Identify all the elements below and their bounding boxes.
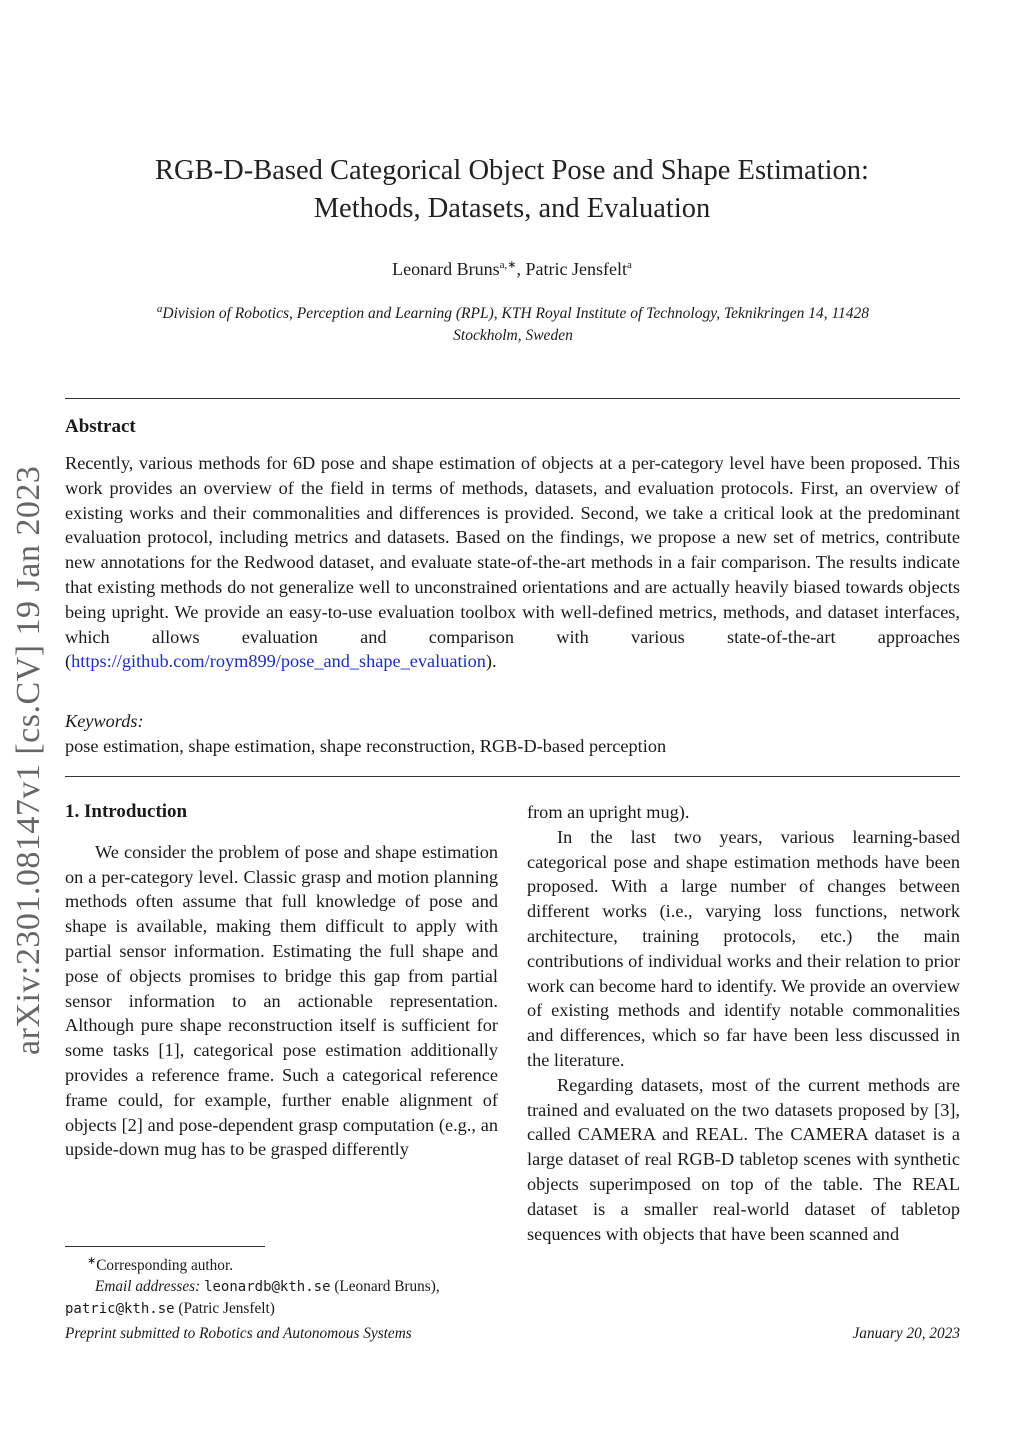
footnote-rule <box>65 1246 265 1247</box>
footnote <box>65 1251 498 1320</box>
email-owner: (Patric Jensfelt) <box>178 1300 275 1318</box>
author-affil-mark: a,∗ <box>499 259 517 271</box>
affil-line-1: Division of Robotics, Perception and Learning (RPL), KTH Royal Institute of Technology, Teknikringen 14, 11428 <box>162 305 870 323</box>
affil-line-2: Stockholm, Sweden <box>453 327 573 345</box>
author-name: Leonard Bruns <box>392 259 500 279</box>
author-affil-mark: a <box>626 259 632 271</box>
right-column <box>527 800 960 1246</box>
footnote-corresponding: Corresponding author. <box>96 1257 234 1275</box>
intro-paragraph-3: Regarding datasets, most of the current methods are trained and evaluated on the two datasets proposed by [3], called CAMERA and REAL. The CAMERA dataset is a large dataset of real RGB-D tabletop scenes with synthetic objects superimposed on top of the table. The REAL dataset is a smaller real-world dataset of tabletop sequences with objects that have been scanned and <box>527 1074 960 1244</box>
email-label: Email addresses: <box>95 1278 201 1296</box>
author-list <box>60 258 964 280</box>
email-address[interactable]: leonardb@kth.se <box>204 1279 331 1296</box>
section-heading: 1. Introduction <box>65 801 188 822</box>
abstract-heading: Abstract <box>65 416 136 437</box>
abstract-tail: ). <box>485 651 497 672</box>
keywords-list: pose estimation, shape estimation, shape reconstruction, RGB-D-based perception <box>65 736 667 756</box>
title-line-2: Methods, Datasets, and Evaluation <box>313 193 711 224</box>
abstract-text: Recently, various methods for 6D pose and shape estimation of objects at a per-category level have been proposed. This work provides an overview of the field in terms of methods, datasets, and evaluation protocols. First, an overview of existing works and their commonalities and differences is provided. Second, we take a critical look at the predominant evaluation protocol, including metrics and datasets. Based on the findings, we propose a new set of metrics, contribute new annotations for the Redwood dataset, and evaluate state-of-the-art methods in a fair comparison. The results indicate that existing methods do not generalize well to unconstrained orientations and are actually heavily biased towards objects being upright. We provide an easy-to-use evaluation toolbox with well-defined metrics, methods, and dataset interfaces, which allows evaluation and comparison with various state-of-the-art approaches ( <box>65 453 960 672</box>
preprint-note: Preprint submitted to Robotics and Autonomous Systems <box>65 1325 412 1342</box>
author-separator: , <box>516 259 526 279</box>
email-address[interactable]: patric@kth.se <box>65 1301 175 1318</box>
github-link[interactable]: https://github.com/roym899/pose_and_shape_evaluation <box>71 651 486 672</box>
abstract-top-rule <box>65 398 960 399</box>
footnote-mark: ∗ <box>87 1255 97 1267</box>
arxiv-identifier: arXiv:2301.08147v1 [cs.CV] 19 Jan 2023 <box>10 465 47 1055</box>
left-column <box>65 800 498 1162</box>
intro-paragraph-2: In the last two years, various learning-based categorical pose and shape estimation methods have been proposed. With a large number of changes between different works (i.e., varying loss functions, network architecture, training protocols, etc.) the main contributions of individual works and their relation to prior work can become hard to identify. We provide an overview of existing methods and identify notable commonalities and differences, which so far have been less discussed in the literature. <box>527 826 960 1070</box>
intro-paragraph-1: We consider the problem of pose and shape estimation on a per-category level. Classic grasp and motion planning methods often assume that full knowledge of pose and shape is available, making them difficult to apply with partial sensor information. Estimating the full shape and pose of objects promises to bridge this gap from partial sensor information to an actionable representation. Although pure shape reconstruction itself is sufficient for some tasks [1], categorical pose estimation additionally provides a reference frame. Such a categorical reference frame could, for example, further enable alignment of objects [2] and pose-dependent grasp computation (e.g., an upside-down mug has to be grasped differently <box>65 841 498 1160</box>
paper-title <box>60 152 964 228</box>
title-line-1: RGB-D-Based Categorical Object Pose and Shape Estimation: <box>155 155 869 186</box>
affil-mark: a <box>156 303 163 315</box>
keywords-heading: Keywords: <box>65 711 144 731</box>
abstract-bottom-rule <box>65 776 960 777</box>
intro-continuation: from an upright mug). <box>527 802 690 822</box>
author-name: Patric Jensfelt <box>525 259 627 279</box>
preprint-date: January 20, 2023 <box>852 1325 960 1342</box>
abstract-body <box>65 451 960 674</box>
affiliation <box>66 298 960 347</box>
email-owner: (Leonard Bruns), <box>334 1278 440 1296</box>
